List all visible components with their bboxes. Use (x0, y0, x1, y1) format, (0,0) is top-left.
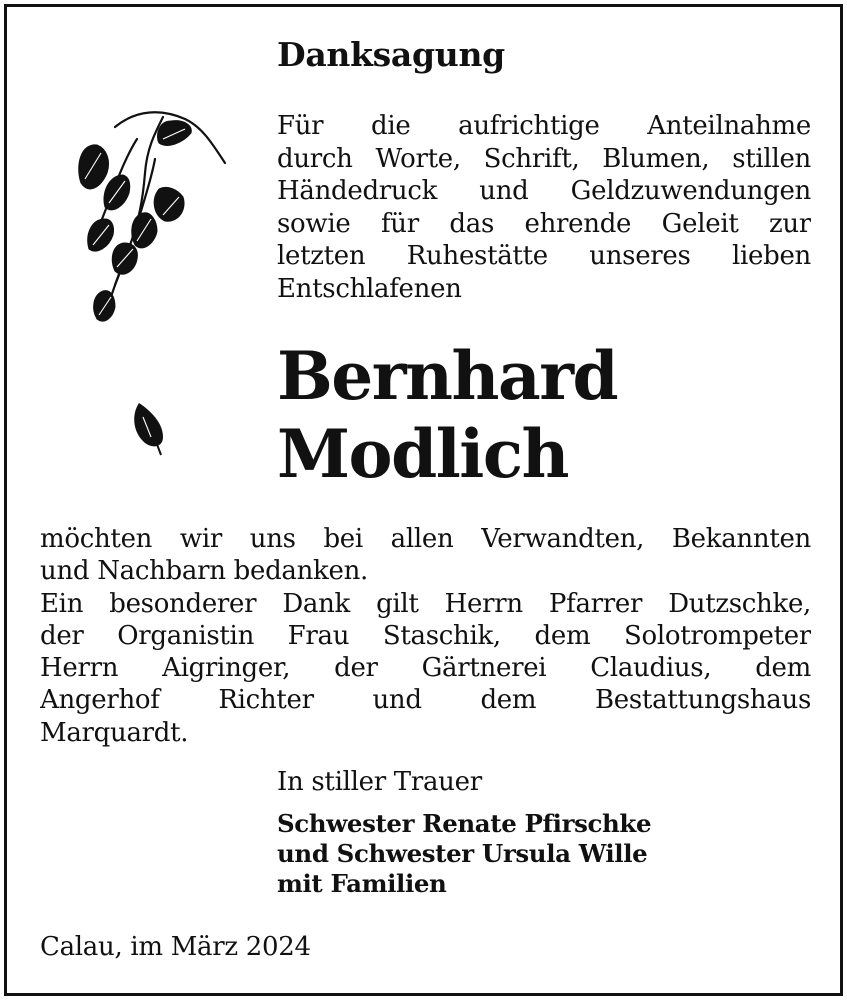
signer-line: mit Familien (277, 869, 447, 898)
body-line: möchten wir uns bei allen Verwandten, Bekannten (40, 524, 811, 554)
body-line: Marquardt. (40, 717, 189, 748)
body-line: Herrn Aigringer, der Gärtnerei Claudius, dem (40, 653, 811, 684)
gratitude-intro (277, 110, 811, 305)
obituary-notice (4, 4, 843, 996)
thanks-body (40, 523, 811, 749)
deceased-last-name: Modlich (277, 415, 569, 493)
body-line: der Organistin Frau Staschik, dem Solotrompeter (40, 620, 811, 651)
body-line: Angerhof Richter und dem Bestattungshaus (40, 685, 811, 716)
signer-line: und Schwester Ursula Wille (277, 839, 648, 868)
intro-line: sowie für das ehrende Geleit zur (277, 208, 811, 239)
deceased-first-name: Bernhard (277, 337, 618, 415)
intro-line: letzten Ruhestätte unseres lieben (277, 241, 811, 271)
body-line: und Nachbarn bedanken. (40, 556, 369, 587)
intro-line: durch Worte, Schrift, Blumen, stillen (277, 143, 811, 174)
notice-heading: Danksagung (277, 35, 505, 74)
intro-line: Entschlafenen (277, 273, 462, 304)
closing-phrase: In stiller Trauer (277, 767, 482, 797)
birch-branch-icon (67, 103, 232, 338)
falling-leaf-icon (129, 397, 169, 459)
intro-line: Händedruck und Geldzuwendungen (277, 176, 811, 206)
place-date: Calau, im März 2024 (40, 932, 311, 962)
deceased-name (277, 337, 617, 493)
body-line: Ein besonderer Dank gilt Herrn Pfarrer Dutzschke, (40, 588, 811, 619)
signers-block (277, 809, 651, 899)
intro-line: Für die aufrichtige Anteilnahme (277, 111, 811, 141)
signer-line: Schwester Renate Pfirschke (277, 809, 652, 838)
